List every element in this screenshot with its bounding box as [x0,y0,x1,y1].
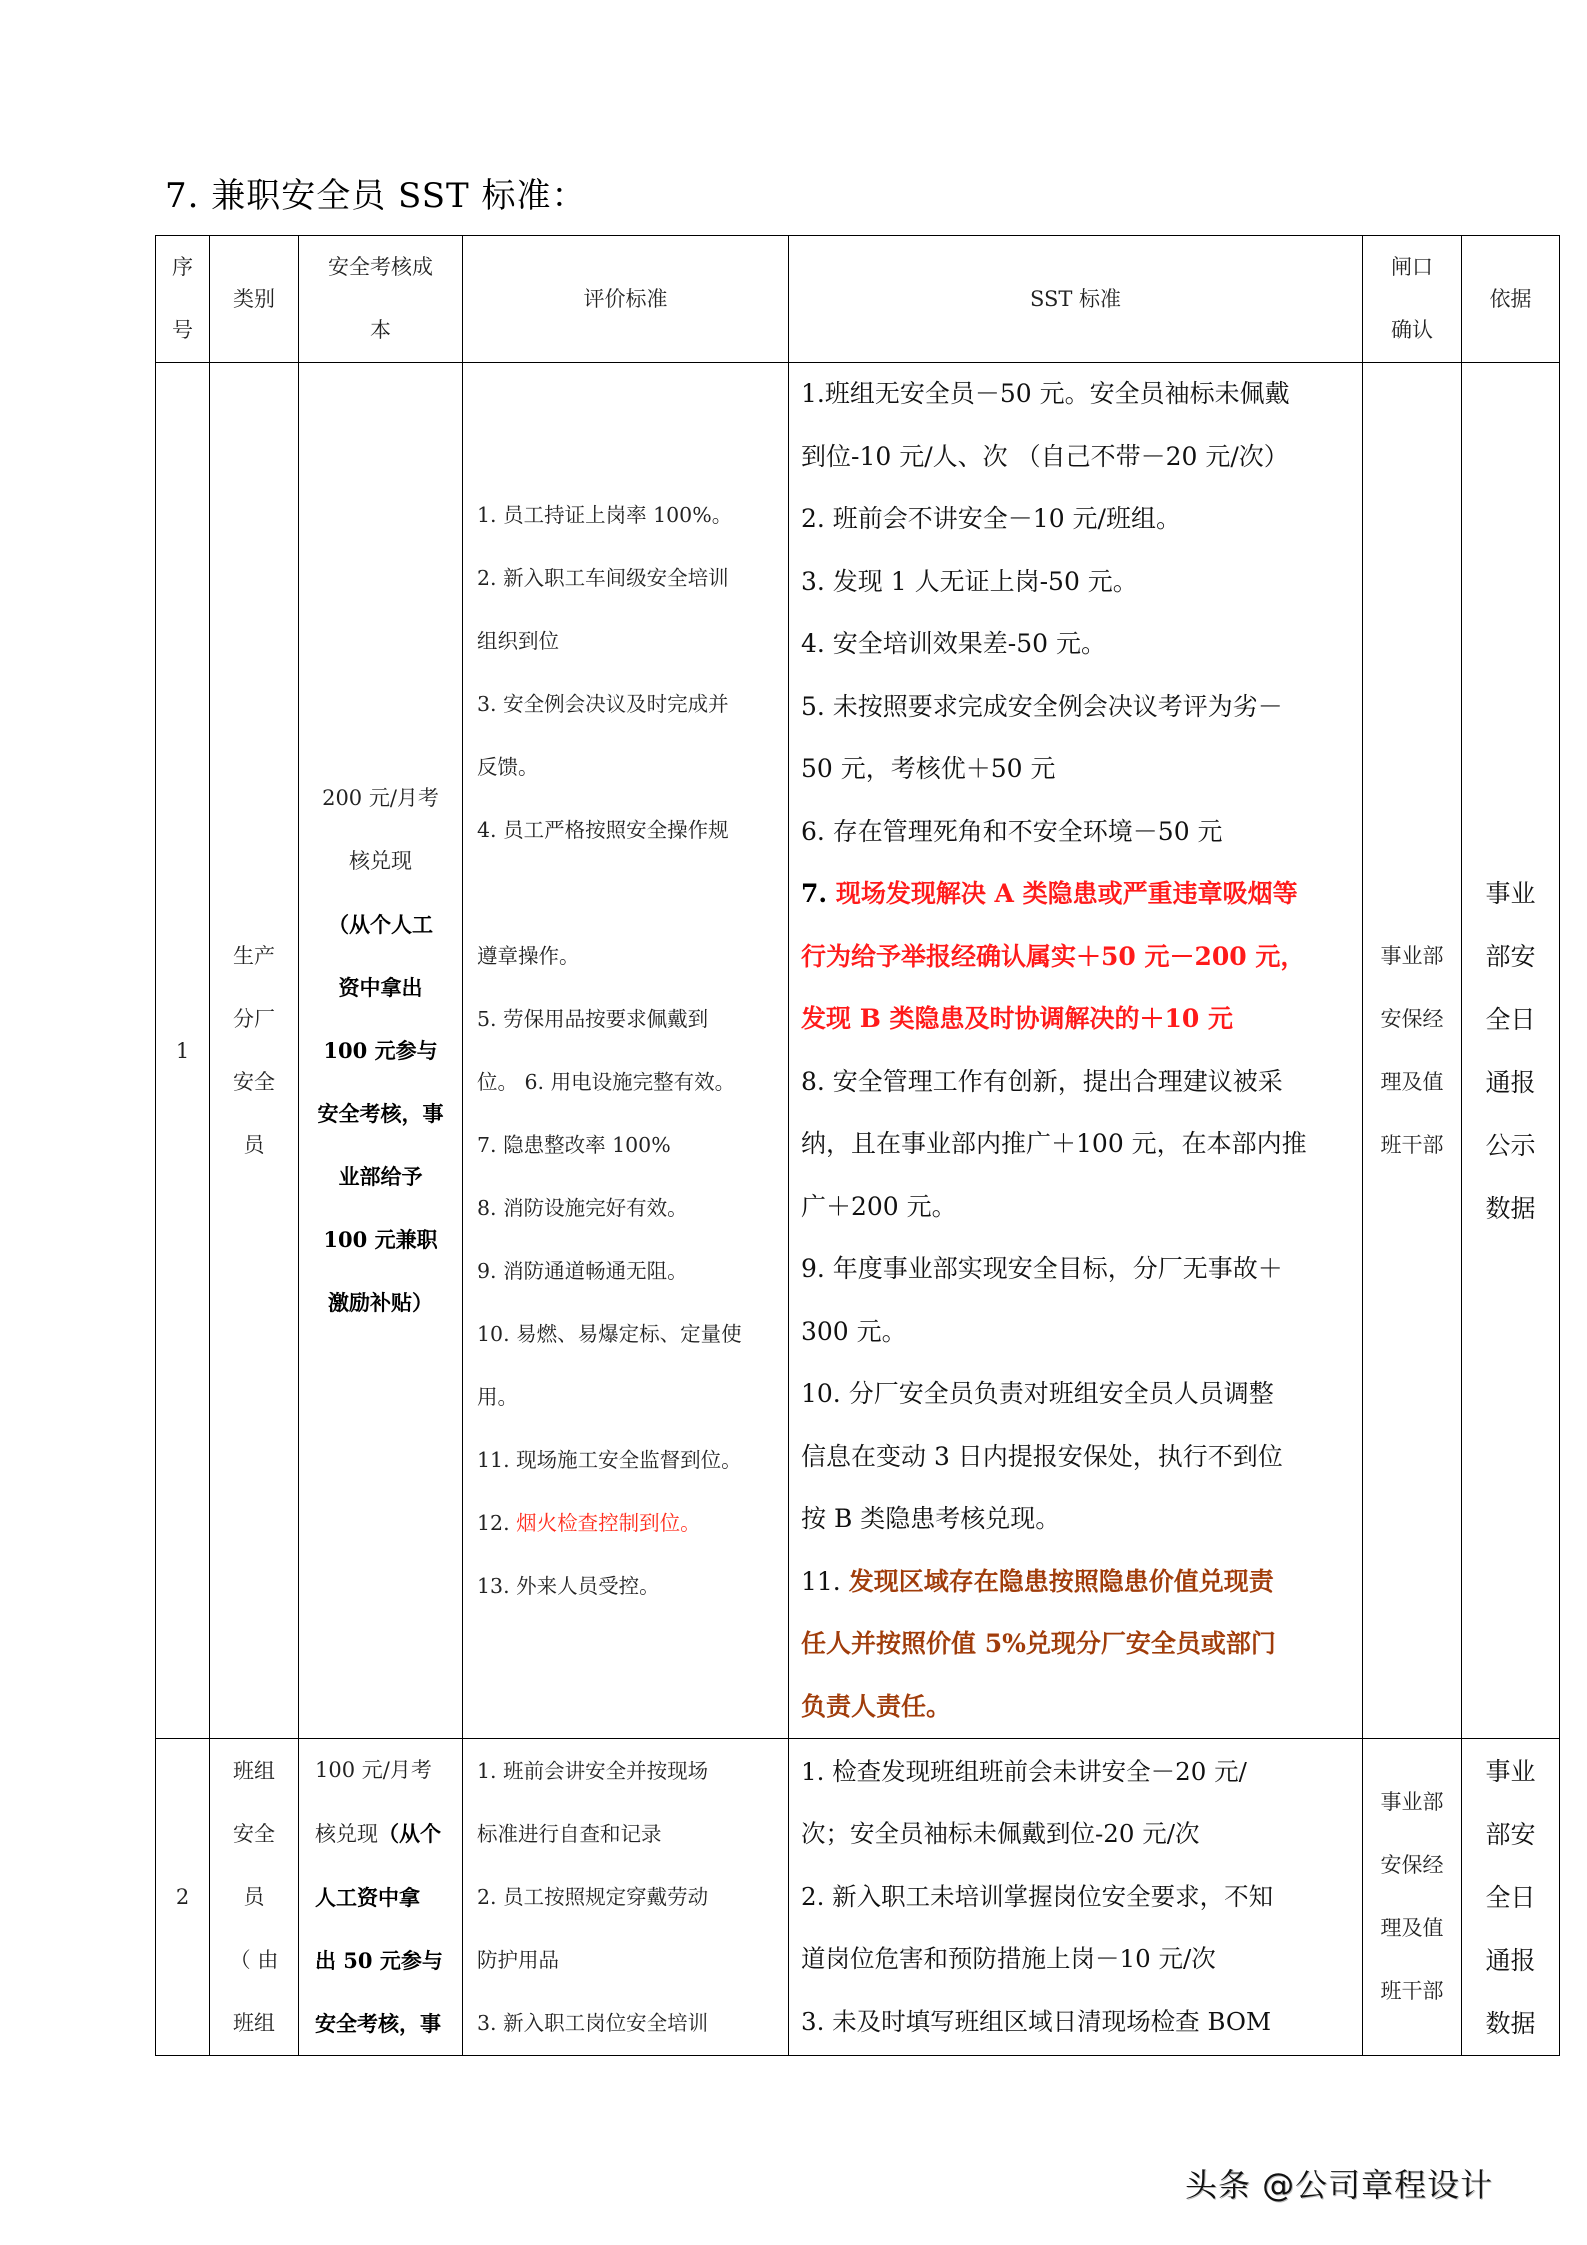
header-gate [1363,236,1462,363]
sst-line: 广＋200 元。 [801,1191,957,1221]
cost-line: 100 元参与 [323,1038,438,1063]
sst-line: 道岗位危害和预防措施上岗－10 元/次 [801,1944,1216,1974]
gate-line: 理及值 [1380,1069,1444,1094]
sst-line: 2. 班前会不讲安全－10 元/班组。 [801,504,1181,533]
row-sst [789,1739,1363,2056]
evaluation-line: 4. 员工严格按照安全操作规 [477,817,729,842]
sst-highlight-text: 现场发现解决 A 类隐患或严重违章吸烟等 [835,879,1298,908]
sst-line: 10. 分厂安全员负责对班组安全员人员调整 [801,1379,1274,1408]
row-basis [1462,1739,1560,2056]
sst-line: 次；安全员袖标未佩戴到位-20 元/次 [801,1819,1200,1849]
sst-line: 3. 未及时填写班组区域日清现场检查 BOM [801,2006,1272,2036]
category-line: 安全 [233,1821,275,1846]
header-cost [299,236,463,363]
category-line: 班组 [233,2010,275,2035]
row-index: 2 [156,1739,210,2056]
cost-line: 核兑现 [349,849,412,873]
cost-line: 100 元/月考 [315,1758,432,1782]
header-index-line: 号 [172,318,193,342]
sst-line: 纳，且在事业部内推广＋100 元，在本部内推 [801,1129,1307,1158]
table-row [156,363,1560,1739]
header-basis: 依据 [1462,236,1560,363]
gate-line: 事业部 [1380,943,1444,968]
evaluation-line: 反馈。 [477,754,539,779]
row-sst [789,363,1363,1739]
basis-line: 部安 [1485,1819,1536,1849]
evaluation-line: 1. 班前会讲安全并按现场 [477,1758,709,1783]
row-category [210,363,299,1739]
cost-line-part: 核兑现 [315,1822,378,1846]
header-category: 类别 [210,236,299,363]
header-gate-line: 闸口 [1391,255,1433,279]
row-gate [1363,1739,1462,2056]
sst-line-highlighted [801,863,1350,926]
gate-line: 理及值 [1380,1916,1444,1940]
cost-line: 人工资中拿 [315,1885,420,1910]
sst-line: 3. 发现 1 人无证上岗-50 元。 [801,566,1138,596]
sst-line: 9. 年度事业部实现安全目标，分厂无事故＋ [801,1254,1283,1283]
sst-line: 1.班组无安全员－50 元。安全员袖标未佩戴 [801,379,1290,408]
sst-line-highlighted [801,1551,1350,1614]
gate-line: 事业部 [1380,1790,1444,1814]
sst-line: 按 B 类隐患考核兑现。 [801,1504,1061,1533]
basis-line: 事业 [1485,878,1536,908]
sst-line: 1. 检查发现班组班前会未讲安全－20 元/ [801,1756,1247,1786]
basis-line: 部安 [1485,941,1536,971]
category-line: （ 由 [229,1947,279,1972]
evaluation-line: 10. 易燃、易爆定标、定量使 [477,1321,742,1346]
sst-highlight-text: 负责人责任。 [801,1691,952,1721]
evaluation-line: 2. 新入职工车间级安全培训 [477,565,729,590]
watermark: 头条 @公司章程设计 [1185,2166,1494,2204]
row-evaluation [463,1739,789,2056]
evaluation-line: 位。 6. 用电设施完整有效。 [477,1069,736,1094]
basis-line: 数据 [1485,2008,1536,2038]
sst-item-number: 7. [801,879,836,908]
basis-line: 事业 [1485,1756,1536,1786]
sst-highlight-text: 行为给予举报经确认属实＋50 元－200 元， [801,941,1306,971]
gate-line: 安保经 [1380,1853,1444,1877]
cost-line: 100 元兼职 [323,1227,438,1252]
header-gate-line: 确认 [1391,318,1433,342]
cost-line [315,1802,454,1866]
row-gate [1363,363,1462,1739]
category-line: 员 [243,1132,265,1157]
evaluation-highlight-text: 烟火检查控制到位。 [516,1510,701,1535]
evaluation-gap [477,862,774,925]
evaluation-line: 组织到位 [477,628,559,653]
evaluation-line: 3. 安全例会决议及时完成并 [477,691,729,716]
evaluation-line: 2. 员工按照规定穿戴劳动 [477,1884,709,1909]
evaluation-line: 用。 [477,1384,518,1409]
evaluation-line: 防护用品 [477,1947,559,1972]
sst-highlight-text: 任人并按照价值 5%兑现分厂安全员或部门 [801,1629,1276,1658]
sst-line: 8. 安全管理工作有创新，提出合理建议被采 [801,1066,1283,1096]
row-category [210,1739,299,2056]
header-index-line: 序 [172,255,193,279]
table-header-row [156,236,1560,363]
header-sst: SST 标准 [789,236,1363,363]
row-cost [299,1739,463,2056]
cost-line: （从个人工 [328,912,433,937]
category-line: 分厂 [233,1006,275,1031]
sst-line: 6. 存在管理死角和不安全环境－50 元 [801,816,1223,846]
evaluation-line-highlighted [477,1492,774,1555]
sst-line: 5. 未按照要求完成安全例会决议考评为劣－ [801,691,1283,721]
sst-line: 50 元，考核优＋50 元 [801,754,1056,783]
sst-line: 300 元。 [801,1316,907,1346]
row-index: 1 [156,363,210,1739]
basis-line: 通报 [1485,1945,1536,1975]
basis-line: 数据 [1485,1193,1536,1223]
table-row [156,1739,1560,2056]
header-index [156,236,210,363]
evaluation-item-number: 12. [477,1510,517,1535]
category-line: 员 [243,1884,265,1909]
row-cost [299,363,463,1739]
evaluation-line: 13. 外来人员受控。 [477,1573,660,1598]
cost-line: 安全考核，事 [317,1101,444,1126]
header-cost-line: 安全考核成 [328,255,433,279]
sst-standard-table [155,235,1560,2056]
sst-line: 2. 新入职工未培训掌握岗位安全要求，不知 [801,1881,1274,1911]
row-basis [1462,363,1560,1739]
evaluation-line: 遵章操作。 [477,943,580,968]
gate-line: 班干部 [1380,1132,1444,1157]
cost-line: 激励补贴） [328,1290,433,1315]
evaluation-line: 9. 消防通道畅通无阻。 [477,1258,688,1283]
cost-line-part: （从个 [378,1821,441,1846]
gate-line: 安保经 [1380,1006,1444,1031]
evaluation-line: 3. 新入职工岗位安全培训 [477,2010,709,2035]
basis-line: 全日 [1485,1882,1536,1912]
sst-highlight-text: 发现区域存在隐患按照隐患价值兑现责 [848,1566,1274,1596]
gate-line: 班干部 [1380,1979,1444,2003]
evaluation-line: 1. 员工持证上岗率 100%。 [477,502,733,527]
cost-line: 200 元/月考 [322,786,439,810]
section-title: 7. 兼职安全员 SST 标准： [165,176,587,216]
category-line: 生产 [233,943,275,968]
header-cost-line: 本 [370,318,391,342]
cost-line: 资中拿出 [338,975,423,1000]
sst-line: 到位-10 元/人、次 （自己不带－20 元/次） [801,441,1289,471]
row-evaluation [463,363,789,1739]
cost-line: 出 50 元参与 [315,1948,443,1973]
evaluation-line: 7. 隐患整改率 100% [477,1132,671,1157]
basis-line: 公示 [1485,1130,1536,1160]
header-evaluation: 评价标准 [463,236,789,363]
sst-line: 信息在变动 3 日内提报安保处，执行不到位 [801,1441,1283,1471]
cost-line: 安全考核，事 [315,2011,441,2036]
basis-line: 通报 [1485,1067,1536,1097]
evaluation-line: 5. 劳保用品按要求佩戴到 [477,1006,709,1031]
sst-item-number: 11. [801,1566,849,1596]
category-line: 安全 [233,1069,275,1094]
basis-line: 全日 [1485,1004,1536,1034]
evaluation-line: 标准进行自查和记录 [477,1821,662,1846]
cost-line: 业部给予 [338,1164,423,1189]
evaluation-line: 11. 现场施工安全监督到位。 [477,1447,742,1472]
sst-highlight-text: 发现 B 类隐患及时协调解决的＋10 元 [801,1004,1234,1033]
evaluation-line: 8. 消防设施完好有效。 [477,1195,688,1220]
sst-line: 4. 安全培训效果差-50 元。 [801,629,1107,658]
category-line: 班组 [233,1758,275,1783]
